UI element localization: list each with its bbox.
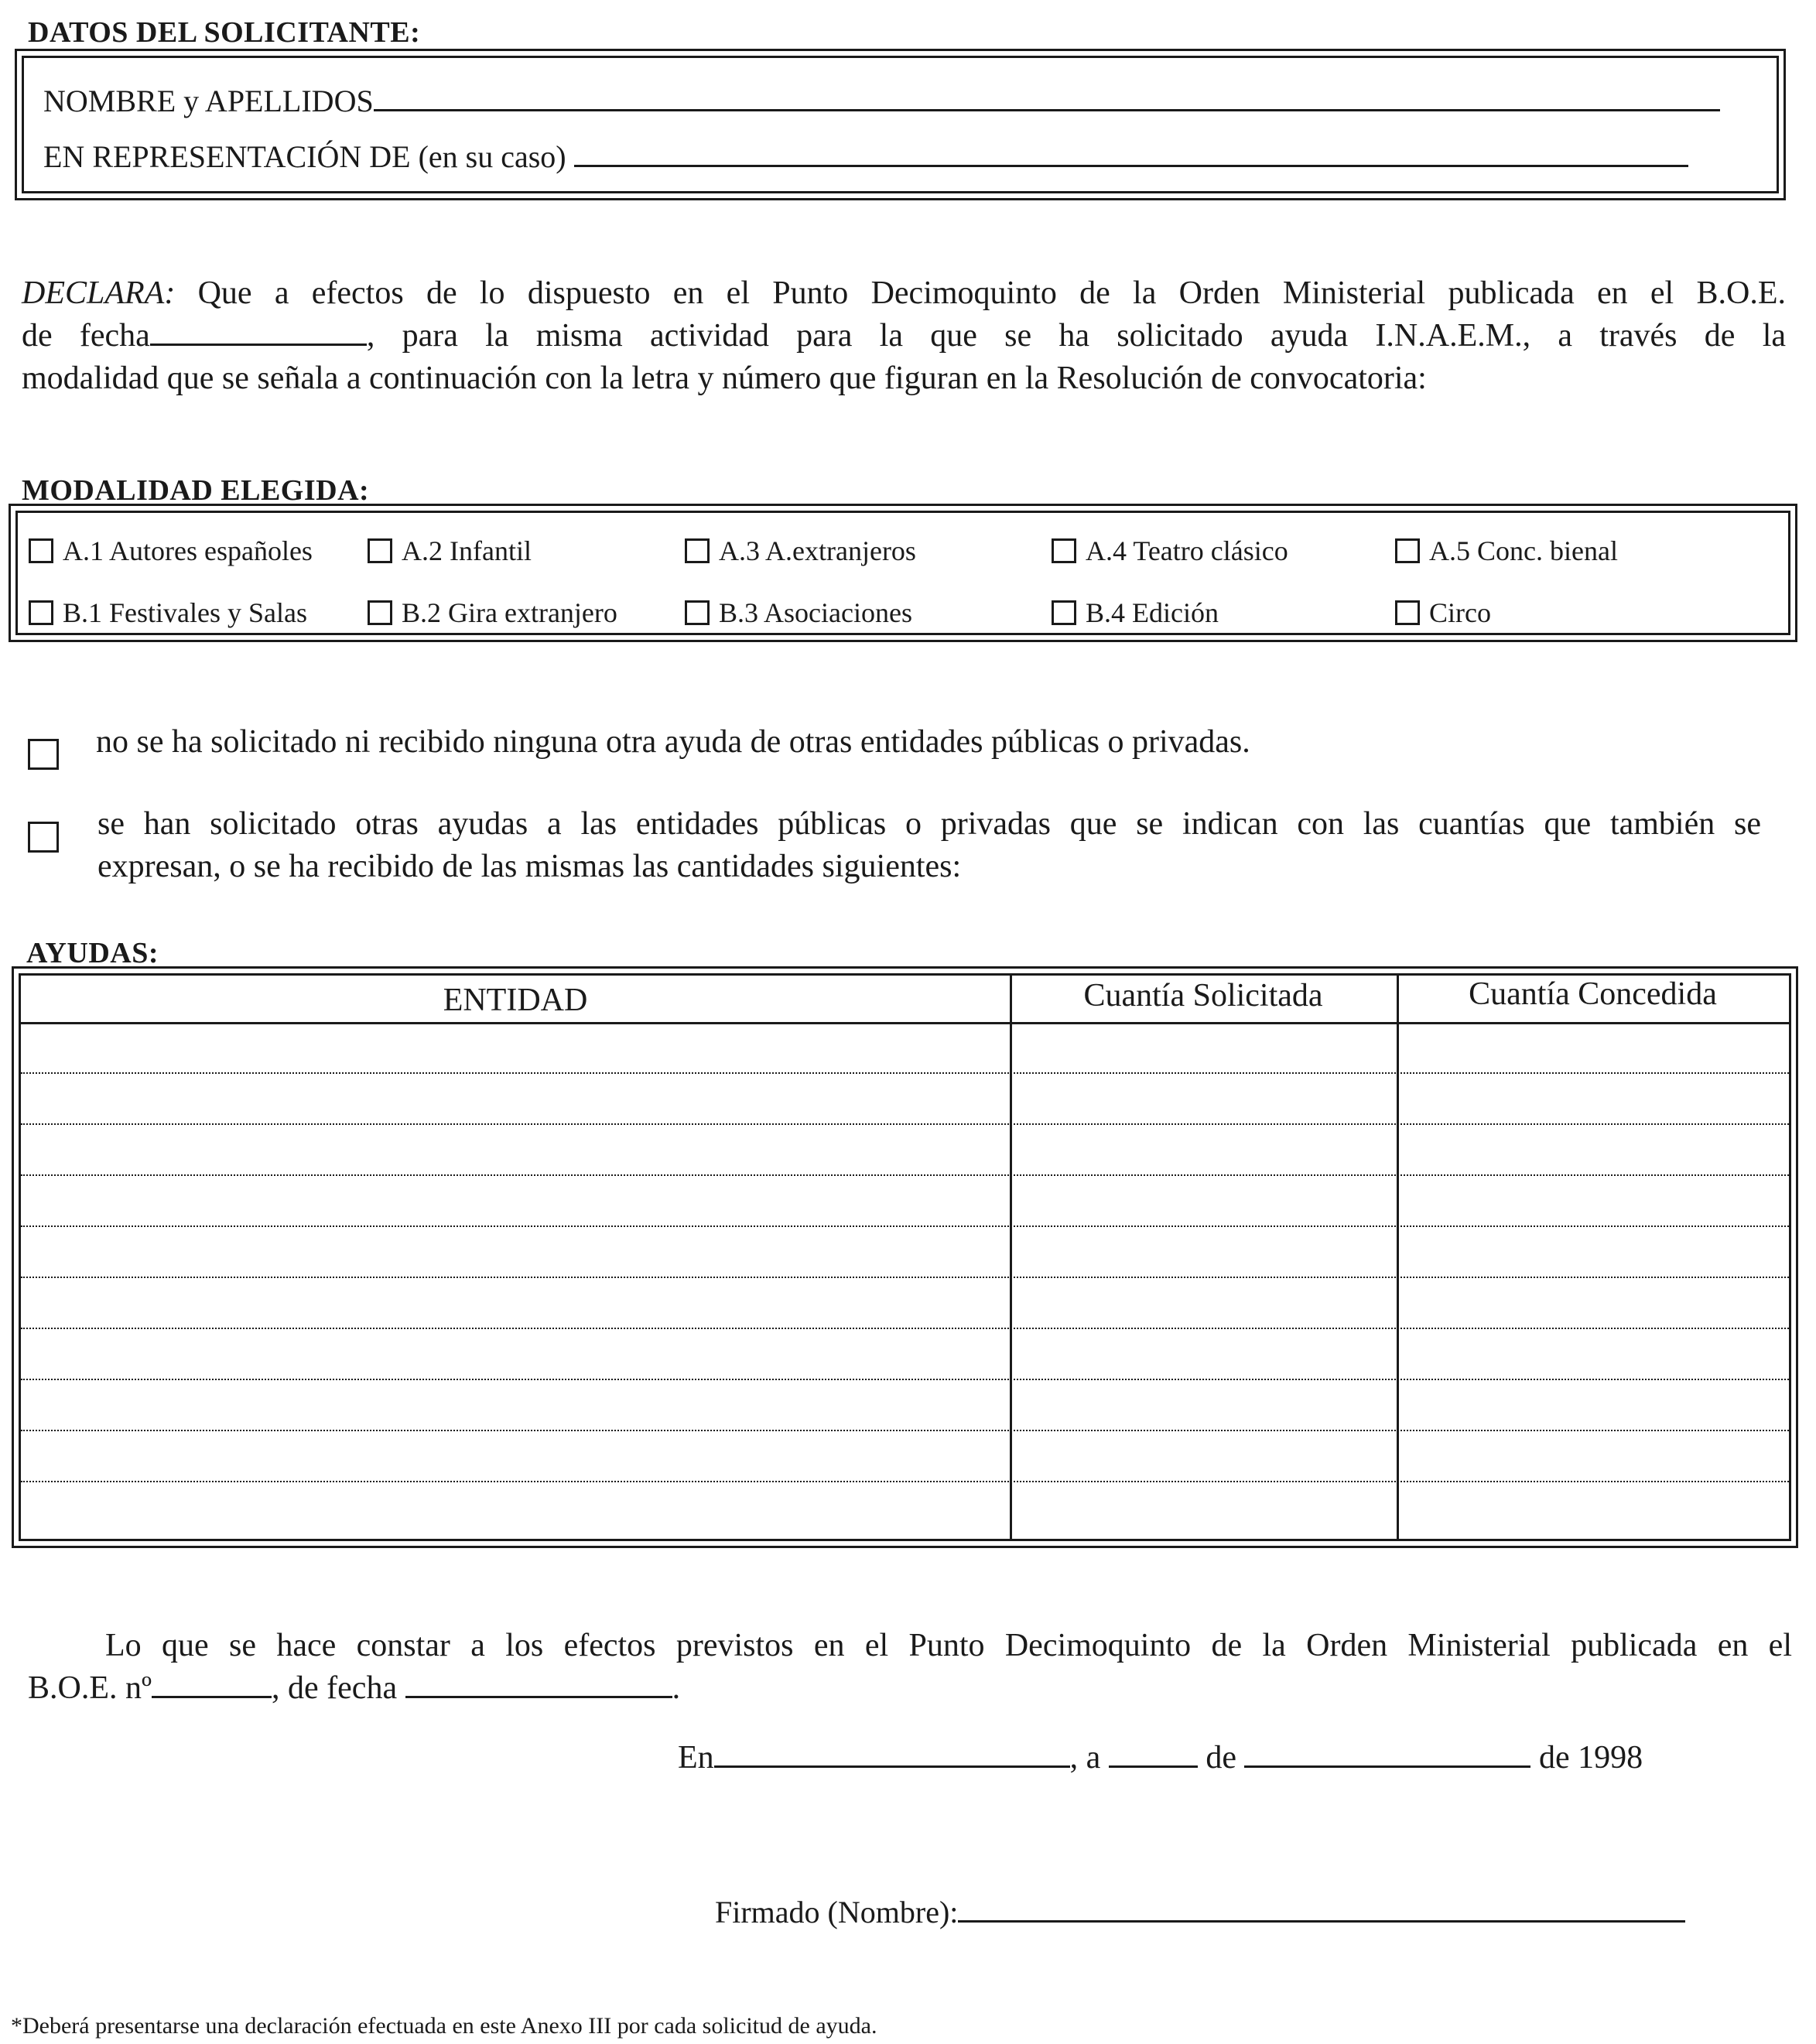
year-label: de 1998 (1538, 1740, 1643, 1776)
boe-number-input[interactable] (152, 1671, 272, 1698)
declara-line3: modalidad que se señala a continuación con la letra y número que figuran en la Resolución de convocatoria: (22, 361, 1427, 396)
declara-label: DECLARA: (22, 275, 176, 311)
modalidad-option-a4[interactable]: A.4 Teatro clásico (1052, 535, 1288, 567)
representacion-row (43, 135, 1688, 175)
en-label: En (678, 1740, 714, 1776)
checkbox[interactable] (1052, 600, 1076, 625)
lugar-input[interactable] (714, 1741, 1070, 1768)
declara-line1: Que a efectos de lo dispuesto en el Punto Decimoquinto de la Orden Ministerial publicada en el B.O.E. (197, 275, 1787, 311)
column-cuantia-concedida: Cuantía Concedida (1469, 976, 1717, 1012)
checkbox[interactable] (685, 538, 710, 563)
checkbox-no-ayuda[interactable] (28, 739, 59, 770)
ayudas-header-row (21, 976, 1789, 1024)
nombre-row (43, 80, 1720, 119)
nombre-label: NOMBRE y APELLIDOS (43, 84, 374, 118)
end-period: . (672, 1670, 681, 1706)
table-row (21, 1123, 1789, 1125)
table-row (21, 1072, 1789, 1074)
modalidad-box (15, 511, 1790, 635)
firma-input[interactable] (958, 1894, 1685, 1923)
de-label: de (1206, 1740, 1236, 1776)
constancia-paragraph (28, 1625, 1792, 1710)
checkbox[interactable] (29, 600, 53, 625)
table-row (21, 1430, 1789, 1431)
representacion-input[interactable] (574, 135, 1688, 167)
mes-input[interactable] (1244, 1741, 1530, 1768)
table-row (21, 1225, 1789, 1227)
ayudas-body[interactable] (21, 1024, 1789, 1539)
column-cuantia-solicitada: Cuantía Solicitada (1083, 978, 1323, 1013)
modalidad-option-b4[interactable]: B.4 Edición (1052, 596, 1219, 629)
table-row (21, 1379, 1789, 1380)
modalidad-option-a3[interactable]: A.3 A.extranjeros (685, 535, 916, 567)
solicitante-box (22, 56, 1779, 193)
si-ayuda-line2: expresan, o se ha recibido de las mismas las cantidades siguientes: (97, 849, 962, 884)
modalidad-option-b3[interactable]: B.3 Asociaciones (685, 596, 912, 629)
declara-fecha-label: de fecha (22, 318, 150, 354)
boe-fecha-label: , de fecha (272, 1670, 398, 1706)
checkbox[interactable] (1395, 600, 1420, 625)
firma-row (715, 1894, 1685, 1930)
si-ayuda-text (97, 803, 1761, 888)
declara-line2: , para la misma actividad para la que se ha solicitado ayuda I.N.A.E.M., a través de la (366, 318, 1787, 354)
modalidad-heading: MODALIDAD ELEGIDA: (22, 474, 370, 507)
modalidad-option-a1[interactable]: A.1 Autores españoles (29, 535, 313, 567)
declara-fecha-input[interactable] (150, 319, 367, 346)
firma-label: Firmado (Nombre): (715, 1895, 959, 1929)
checkbox[interactable] (685, 600, 710, 625)
checkbox-si-ayuda[interactable] (28, 822, 59, 853)
checkbox[interactable] (29, 538, 53, 563)
no-ayuda-text: no se ha solicitado ni recibido ninguna otra ayuda de otras entidades públicas o privadas. (96, 724, 1250, 760)
lugar-fecha-row (678, 1739, 1643, 1776)
boe-label: B.O.E. nº (28, 1670, 152, 1706)
constancia-line1: Lo que se hace constar a los efectos previstos en el Punto Decimoquinto de la Orden Ministerial publicada en el (105, 1628, 1792, 1663)
nombre-input[interactable] (374, 80, 1720, 111)
footnote: *Deberá presentarse una declaración efectuada en este Anexo III por cada solicitud de ayuda. (11, 2013, 877, 2039)
si-ayuda-line1: se han solicitado otras ayudas a las entidades públicas o privadas que se indican con las cuantías que también se (97, 806, 1761, 842)
table-row (21, 1277, 1789, 1278)
dia-input[interactable] (1109, 1741, 1198, 1768)
boe-fecha-input[interactable] (405, 1671, 672, 1698)
table-row (21, 1174, 1789, 1176)
modalidad-option-a5[interactable]: A.5 Conc. bienal (1395, 535, 1618, 567)
modalidad-option-circo[interactable]: Circo (1395, 596, 1491, 629)
declara-paragraph (22, 272, 1786, 400)
checkbox[interactable] (368, 600, 392, 625)
modalidad-option-b1[interactable]: B.1 Festivales y Salas (29, 596, 307, 629)
solicitante-heading: DATOS DEL SOLICITANTE: (28, 16, 421, 49)
representacion-label: EN REPRESENTACIÓN DE (en su caso) (43, 139, 566, 174)
a-label: , a (1069, 1740, 1101, 1776)
table-row (21, 1328, 1789, 1329)
table-row (21, 1481, 1789, 1482)
column-entidad: ENTIDAD (443, 983, 588, 1018)
modalidad-option-a2[interactable]: A.2 Infantil (368, 535, 532, 567)
modalidad-option-b2[interactable]: B.2 Gira extranjero (368, 596, 617, 629)
ayudas-table (19, 973, 1791, 1541)
checkbox[interactable] (1395, 538, 1420, 563)
ayudas-heading: AYUDAS: (26, 937, 159, 969)
checkbox[interactable] (1052, 538, 1076, 563)
checkbox[interactable] (368, 538, 392, 563)
